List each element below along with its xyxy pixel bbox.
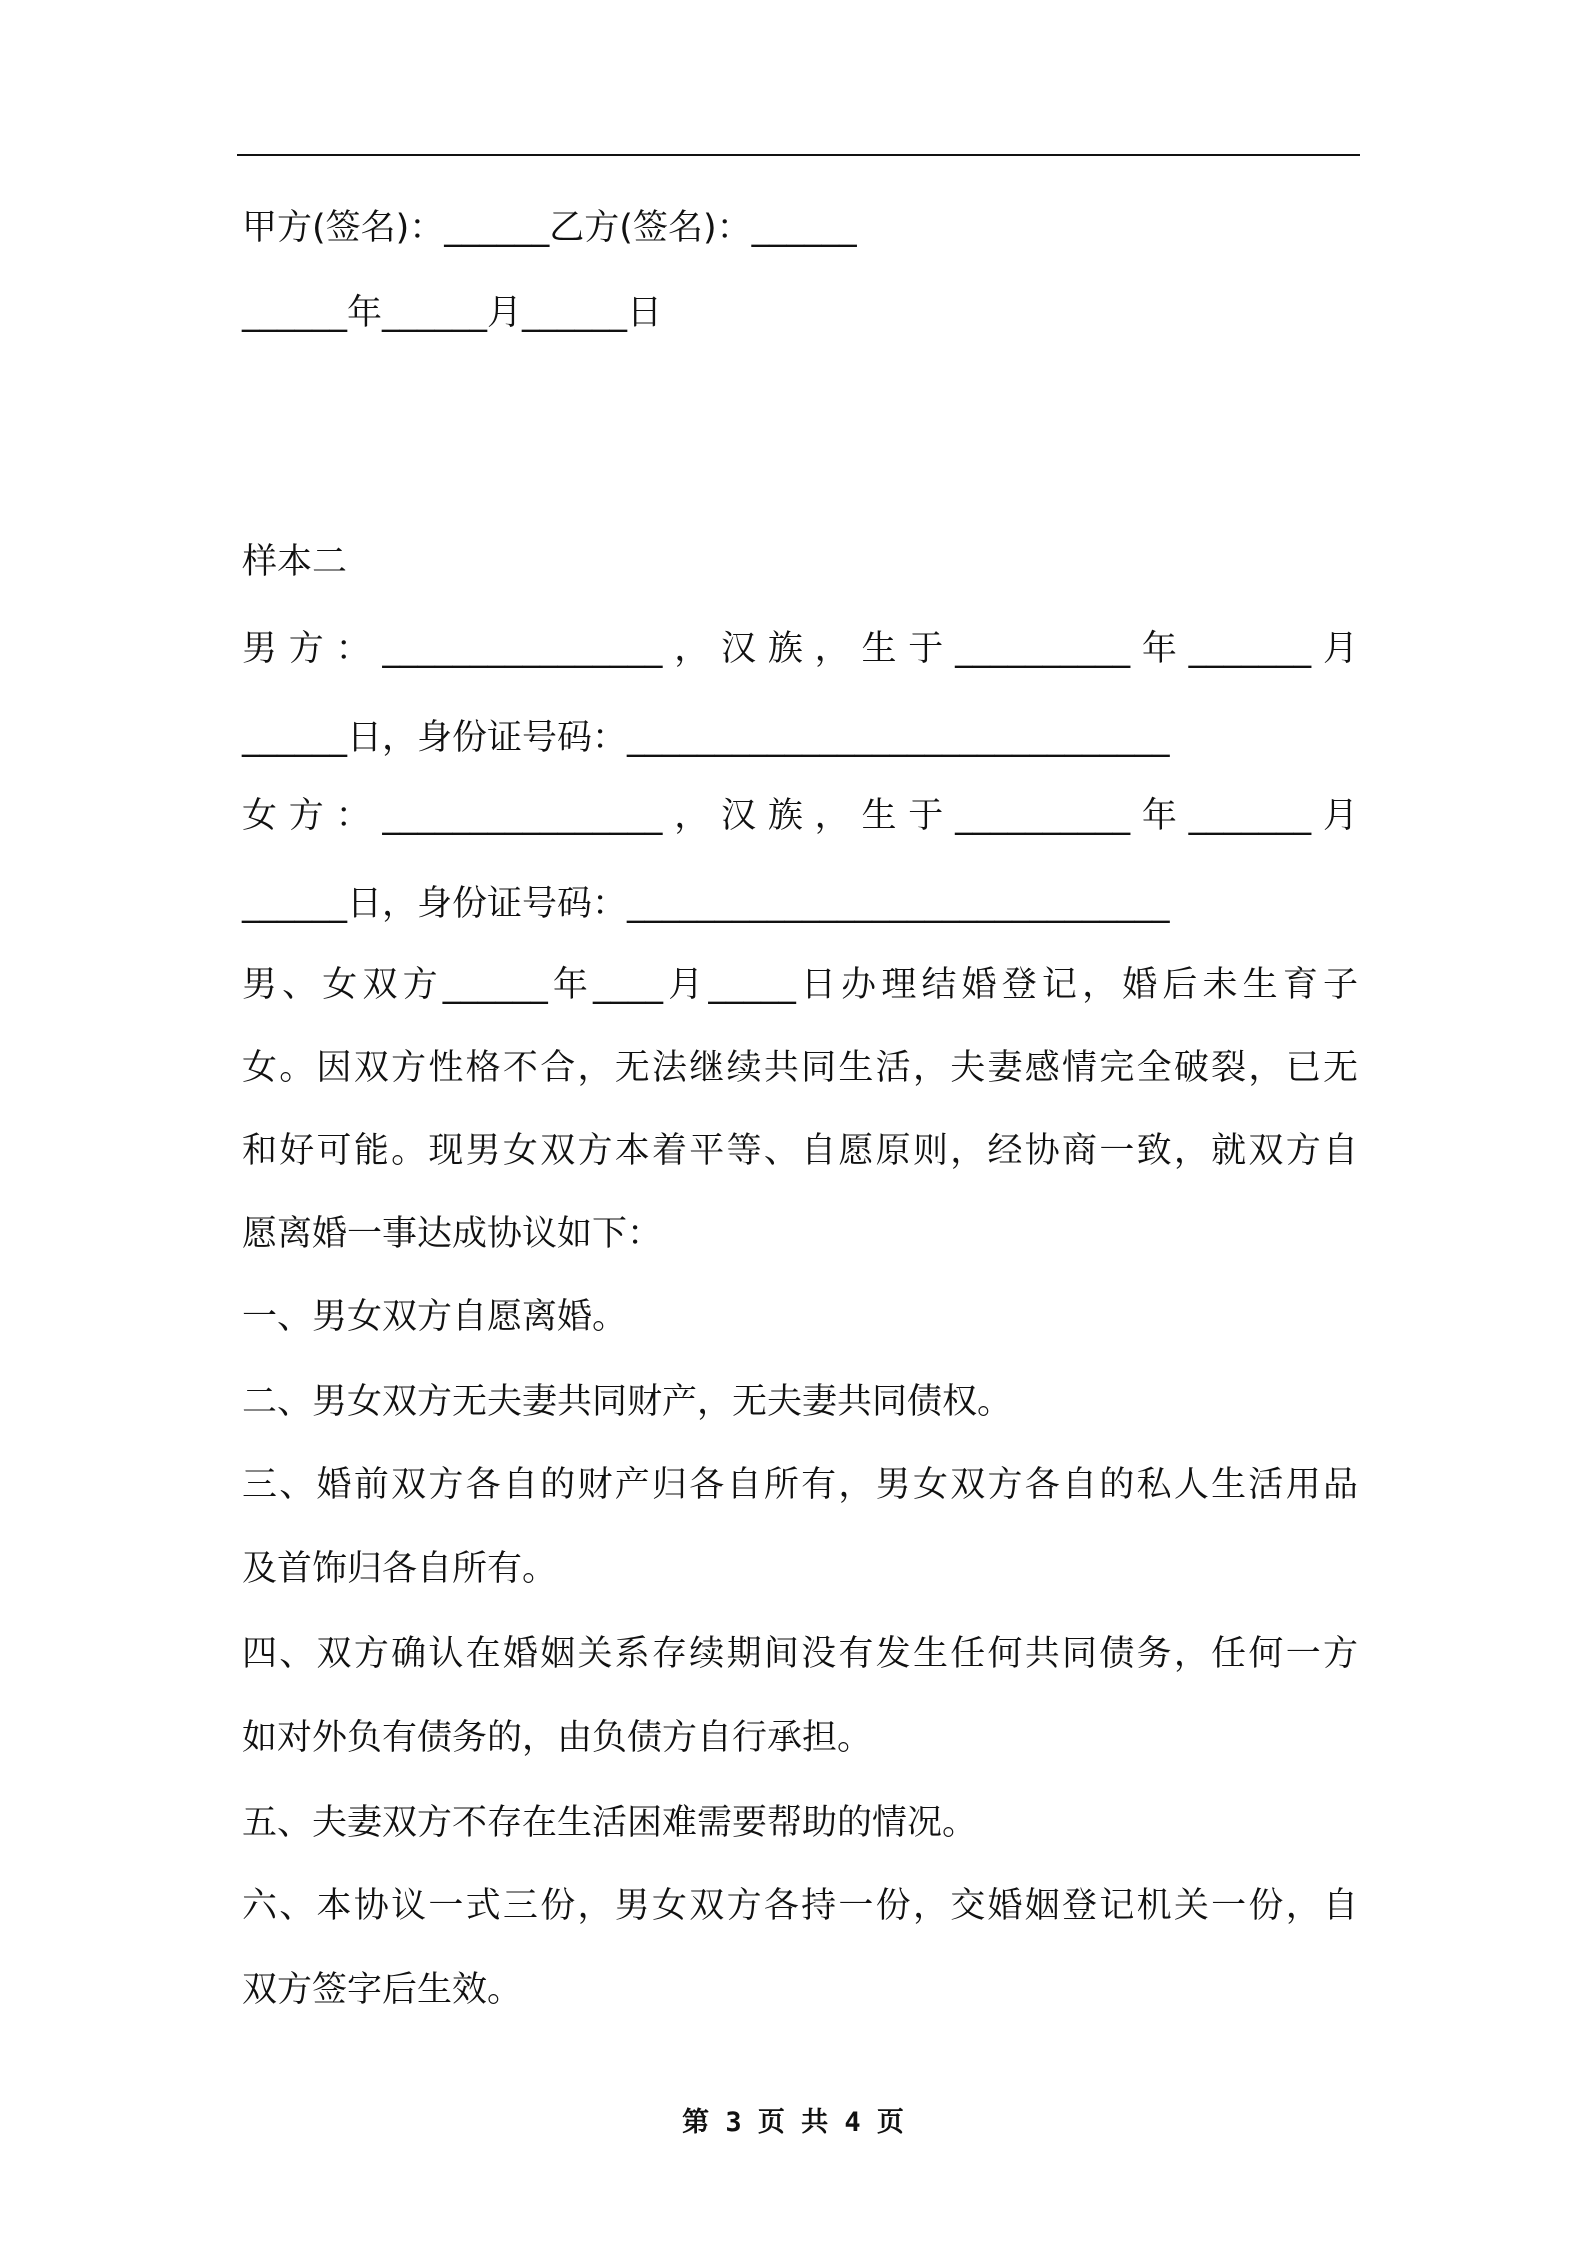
- clause-3-cont: 及首饰归各自所有。: [242, 1549, 558, 1589]
- male-party-line: 男方：________________，汉族，生于__________年_______月: [242, 629, 1358, 669]
- signature-line: 甲方(签名)：______乙方(签名)：______: [242, 208, 857, 248]
- clause-5: 五、夫妻双方不存在生活困难需要帮助的情况。: [242, 1803, 978, 1843]
- body-line: 女。因双方性格不合，无法继续共同生活，夫妻感情完全破裂，已无: [242, 1048, 1358, 1088]
- clause-2: 二、男女双方无夫妻共同财产，无夫妻共同债权。: [242, 1382, 1013, 1422]
- body-line: 愿离婚一事达成协议如下：: [242, 1214, 663, 1254]
- clause-6: 六、本协议一式三份，男女双方各持一份，交婚姻登记机关一份，自: [242, 1886, 1358, 1926]
- clause-3: 三、婚前双方各自的财产归各自所有，男女双方各自的私人生活用品: [242, 1465, 1358, 1505]
- page-number: 第 3 页 共 4 页: [682, 2107, 904, 2138]
- female-id-line: ______日，身份证号码：_______________________________: [242, 884, 1170, 924]
- clause-4-cont: 如对外负有债务的，由负债方自行承担。: [242, 1718, 873, 1758]
- signature-date: ______年______月______日: [242, 293, 663, 333]
- body-line: 男、女双方______年____月_____日办理结婚登记，婚后未生育子: [242, 965, 1358, 1005]
- clause-6-cont: 双方签字后生效。: [242, 1970, 523, 2010]
- clause-4: 四、双方确认在婚姻关系存续期间没有发生任何共同债务，任何一方: [242, 1634, 1358, 1674]
- female-party-line: 女方：________________，汉族，生于__________年_______月: [242, 796, 1358, 836]
- body-line: 和好可能。现男女双方本着平等、自愿原则，经协商一致，就双方自: [242, 1131, 1358, 1171]
- male-id-line: ______日，身份证号码：_______________________________: [242, 718, 1170, 758]
- header-rule: [237, 154, 1360, 156]
- clause-1: 一、男女双方自愿离婚。: [242, 1297, 628, 1337]
- sample-title: 样本二: [242, 542, 348, 582]
